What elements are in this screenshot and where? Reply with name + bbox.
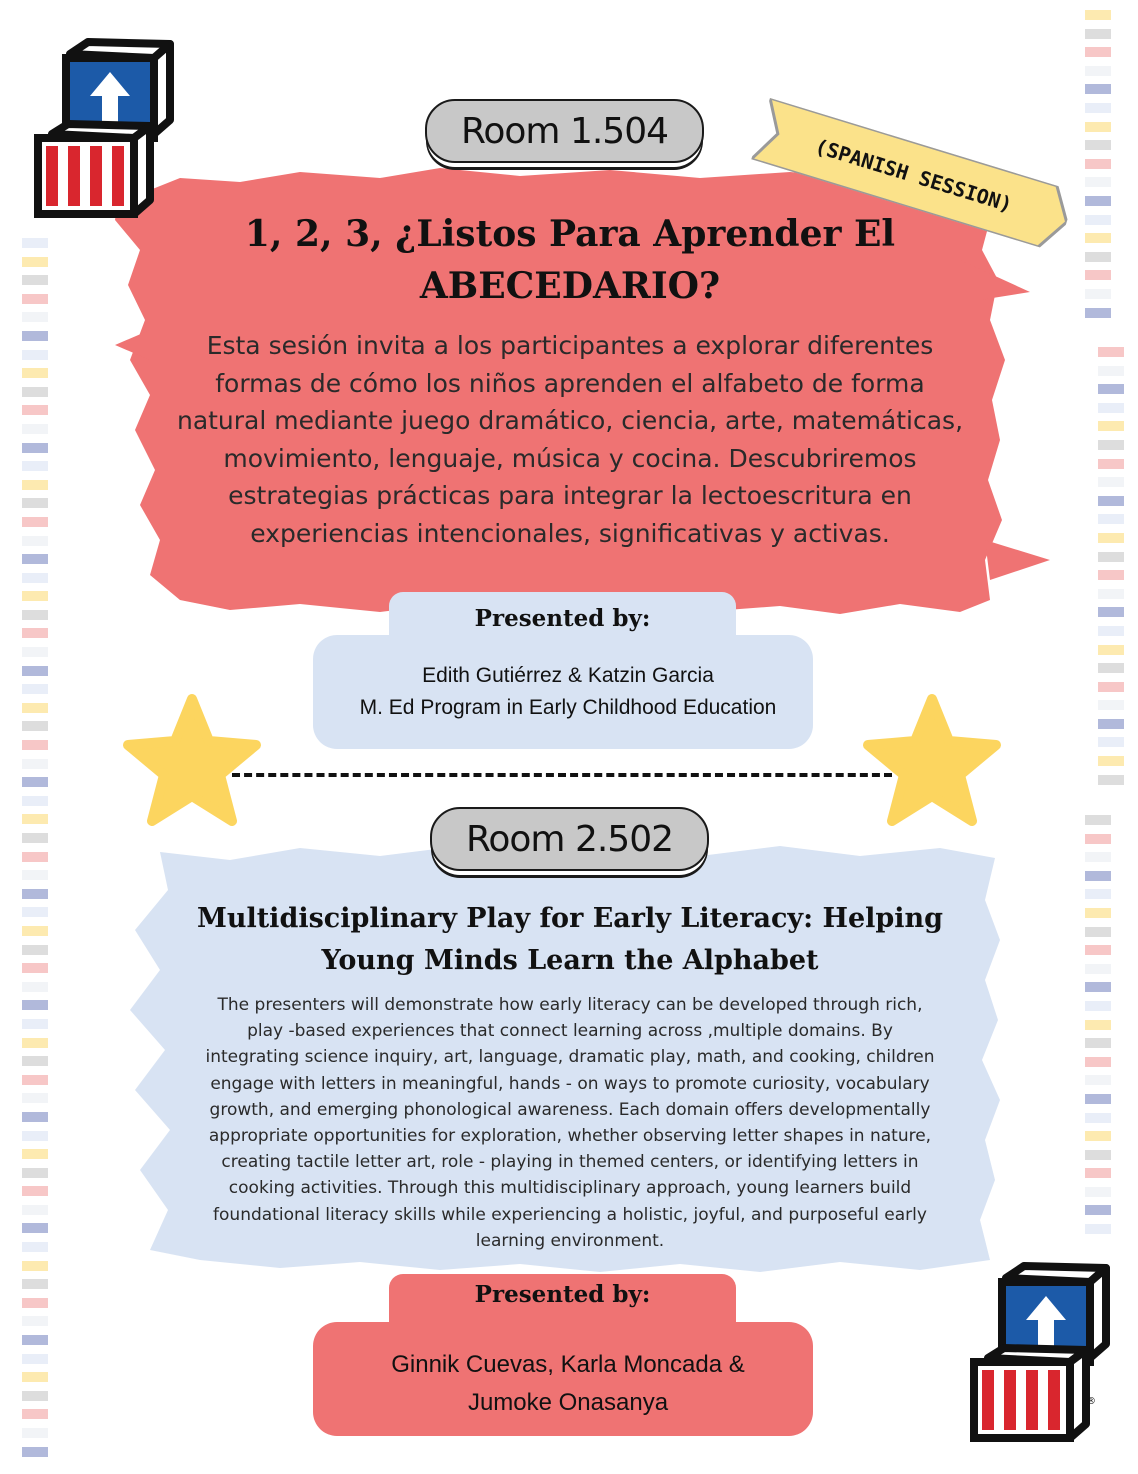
session2-desc-line: integrating science inquiry, art, language, dramatic play, math, and cooking, children — [205, 1047, 935, 1068]
stripe-dash — [22, 1372, 48, 1382]
abc-blocks-logo-icon — [966, 1262, 1116, 1444]
stripe-dash — [22, 777, 48, 787]
session2-title — [160, 898, 980, 982]
stripe-dash — [22, 1391, 48, 1401]
presenters-2-line1: Ginnik Cuevas, Karla Moncada & — [391, 1351, 745, 1378]
session2-desc-line: growth, and emerging phonological awareness. Each domain offers developmentally — [209, 1099, 931, 1120]
stripe-dash — [1098, 775, 1124, 785]
session1-title-line1: 1, 2, 3, ¿Listos Para Aprender El — [244, 213, 896, 255]
stripe-dash — [1098, 682, 1124, 692]
room-label-2: Room 2.502 — [430, 807, 709, 871]
stripe-dash — [22, 796, 48, 806]
stripe-dash — [22, 740, 48, 750]
stripe-dash — [1098, 645, 1124, 655]
session2-desc-line: engage with letters in meaningful, hands - on ways to promote curiosity, vocabulary — [210, 1073, 930, 1094]
session2-title-line2: Young Minds Learn the Alphabet — [321, 945, 819, 976]
session2-desc-line: foundational literacy skills while experiencing a holistic, joyful, and purposeful early — [213, 1204, 927, 1225]
session1-desc-line: Esta sesión invita a los participantes a explorar diferentes — [206, 331, 934, 360]
session2-desc-line: cooking activities. Through this multidisciplinary approach, young learners build — [228, 1178, 912, 1199]
presenters-1-line2: M. Ed Program in Early Childhood Education — [359, 696, 777, 719]
session2-desc-line: learning environment. — [475, 1230, 665, 1251]
spanish-session-tag: (SPANISH SESSION) — [812, 133, 1016, 217]
stripe-dash — [22, 647, 48, 657]
stripe-dash — [1098, 737, 1124, 747]
presenters-2 — [313, 1346, 823, 1422]
stripe-dash — [1098, 719, 1124, 729]
session1-desc-line: estrategias prácticas para integrar la lectoescritura en — [228, 481, 912, 511]
presenters-1 — [313, 660, 823, 724]
session2-desc-line: creating tactile letter art, role - playing in themed centers, or identifying letters in — [221, 1152, 919, 1173]
stripe-dash — [22, 759, 48, 769]
stripe-dash — [1085, 815, 1111, 825]
stripe-dash — [22, 721, 48, 731]
stripe-dash — [22, 1335, 48, 1345]
stripe-dash — [1098, 756, 1124, 766]
session2-desc-line: The presenters will demonstrate how early literacy can be developed through rich, — [217, 995, 923, 1015]
stripe-dash — [22, 814, 48, 824]
stripe-dash — [22, 1316, 48, 1326]
star-icon — [122, 693, 262, 828]
session1-title — [180, 208, 960, 312]
session1-desc-line: natural mediante juego dramático, ciencia, arte, matemáticas, — [176, 406, 964, 436]
session2-description — [170, 992, 970, 1254]
dashed-divider — [232, 773, 892, 777]
session1-desc-line: experiencias intencionales, significativas y activas. — [250, 518, 890, 548]
presenters-1-line1: Edith Gutiérrez & Katzin Garcia — [422, 664, 714, 687]
stripe-dash — [22, 666, 48, 676]
stripe-dash — [22, 703, 48, 713]
session1-desc-line: movimiento, lenguaje, música y cocina. Descubriremos — [223, 443, 917, 473]
stripe-dash — [22, 1409, 48, 1419]
star-icon — [862, 693, 1002, 828]
stripe-dash — [1098, 663, 1124, 673]
presenters-2-line2: Jumoke Onasanya — [467, 1389, 669, 1416]
stripe-dash — [22, 1447, 48, 1457]
stripe-dash — [22, 1298, 48, 1308]
abc-blocks-logo-icon — [30, 38, 180, 220]
presented-by-label-1: Presented by: — [474, 605, 651, 632]
presented-by-label-2: Presented by: — [474, 1281, 651, 1308]
stripe-dash — [22, 1428, 48, 1438]
registered-mark: ® — [1086, 1396, 1096, 1407]
session1-description — [160, 327, 980, 553]
session1-title-line2: ABECEDARIO? — [419, 265, 721, 307]
session2-desc-line: appropriate opportunities for exploration, whether observing letter shapes in nature, — [208, 1126, 932, 1147]
stripe-dash — [22, 1279, 48, 1289]
stripe-dash — [22, 684, 48, 694]
session1-desc-line: formas de cómo los niños aprenden el alfabeto de forma — [215, 368, 925, 398]
stripe-dash — [22, 1354, 48, 1364]
stripe-dash — [1098, 700, 1124, 710]
session2-desc-line: play -based experiences that connect learning across ,multiple domains. By — [247, 1021, 893, 1042]
session2-title-line1: Multidisciplinary Play for Early Literacy: Helping — [196, 903, 944, 934]
room-label-1: Room 1.504 — [425, 99, 704, 163]
